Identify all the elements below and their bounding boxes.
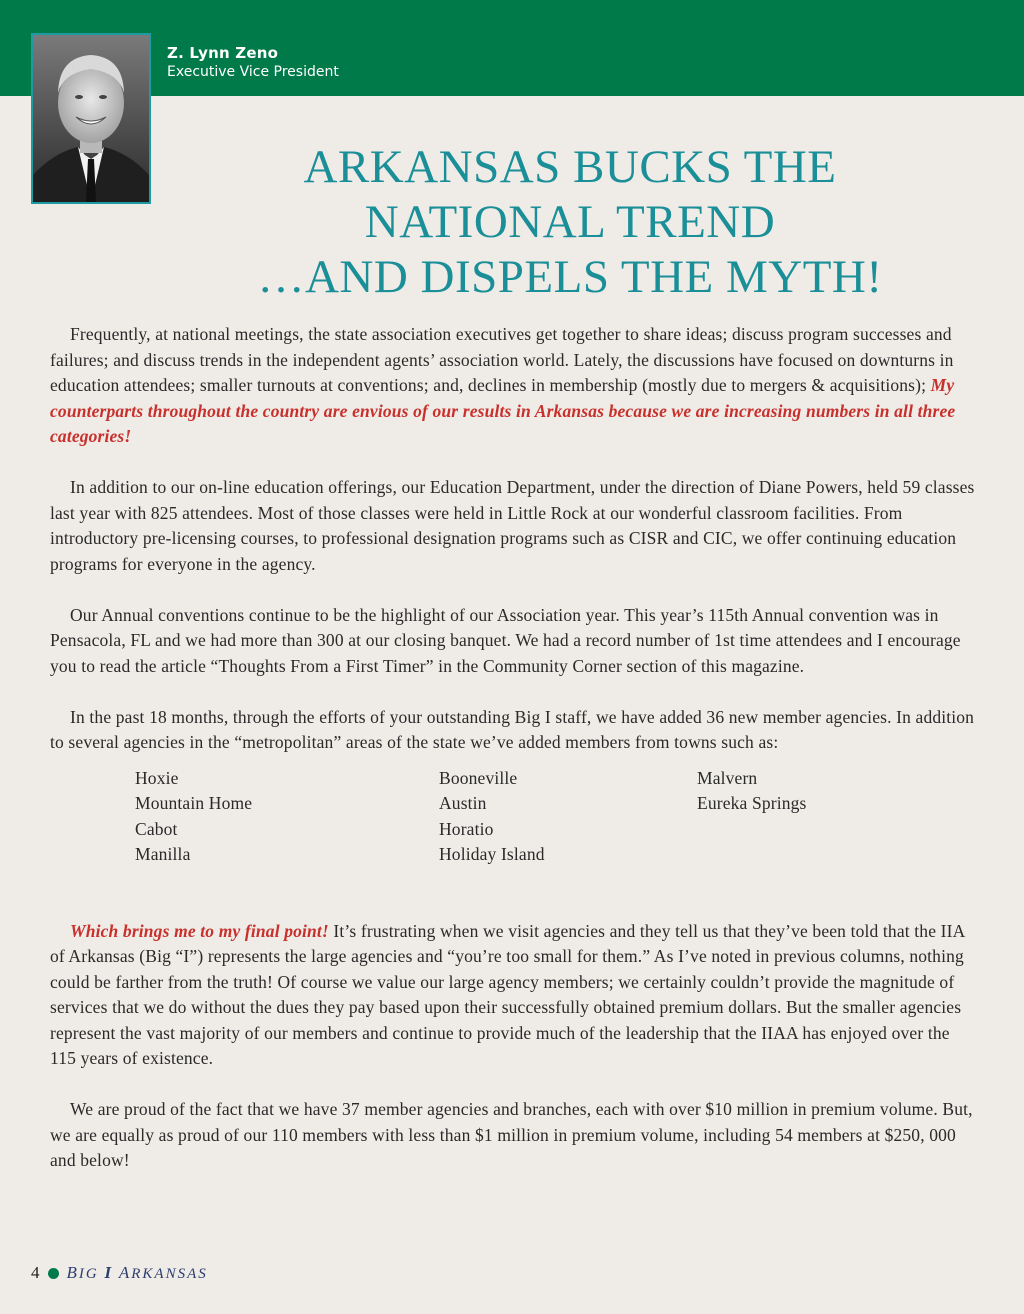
town-item: Booneville: [439, 767, 518, 788]
headline-line-2: NATIONAL TREND: [364, 196, 776, 248]
paragraph-2: In addition to our on-line education offerings, our Education Department, under the direction of Diane Powers, held 59 classes last year with 825 attendees. Most of those classes were held in Little Rock at our wonderful classroom facilities. From introductory pre-licensing courses, to professional designation programs such as CISR and CIC, we offer continuing education programs for everyone in the agency.: [50, 477, 975, 574]
publication-name: BIG I ARKANSAS: [66, 1263, 208, 1282]
town-list: [50, 766, 980, 868]
paragraph-4: In the past 18 months, through the efforts of your outstanding Big I staff, we have added 36 new member agencies. In addition to several agencies in the “metropolitan” areas of the state we’ve added members from towns such as:: [50, 706, 975, 752]
page-footer: [31, 1263, 208, 1283]
town-item: Malvern: [697, 767, 758, 788]
paragraph-5-text: It’s frustrating when we visit agencies and they tell us that they’ve been told that the IIA of Arkansas (Big “I”) represents the large agencies and “you’re too small for them.” As I’ve noted in previous columns, nothing could be farther from the truth! Of course we value our large agency members; we certainly couldn’t provide the magnitude of services that we do without the dues they pay based upon their successfully obtained premium dollars. But the smaller agencies represent the vast majority of our members and continue to provide much of the leadership that the IIAA has enjoyed over the 115 years of existence.: [50, 920, 965, 1068]
town-item: Horatio: [439, 818, 494, 839]
article-body: [50, 322, 980, 1199]
author-photo: [31, 33, 151, 204]
town-item: Mountain Home: [135, 793, 253, 813]
town-column-3: [697, 766, 807, 817]
headline: [180, 140, 960, 305]
town-item: Manilla: [135, 844, 191, 864]
header-band: [0, 0, 1024, 96]
town-item: Austin: [439, 793, 487, 813]
author-name: Z. Lynn Zeno: [167, 44, 279, 62]
paragraph-6: We are proud of the fact that we have 37 member agencies and branches, each with over $10 million in premium volume. But, we are equally as proud of our 110 members with less than $1 million in premium volume, including 54 members at $250, 000 and below!: [50, 1099, 973, 1170]
town-column-2: [439, 766, 545, 868]
town-item: Holiday Island: [439, 844, 545, 864]
paragraph-3: Our Annual conventions continue to be the highlight of our Association year. This year’s 115th Annual convention was in Pensacola, FL and we had more than 300 at our closing banquet. We had a record number of 1st time attendees and I encourage you to read the article “Thoughts From a First Timer” in the Community Corner section of this magazine.: [50, 604, 961, 676]
paragraph-1-emphasis: My counterparts throughout the country are envious of our results in Arkansas because we are increasing numbers in all three categories!: [50, 375, 956, 446]
paragraph-1: [50, 322, 980, 450]
town-item: Cabot: [135, 818, 178, 839]
paragraph-5: [50, 919, 980, 1072]
headline-line-3: …AND DISPELS THE MYTH!: [257, 251, 883, 303]
author-title: Executive Vice President: [167, 64, 339, 80]
town-item: Hoxie: [135, 767, 179, 788]
paragraph-5-emphasis: Which brings me to my final point!: [70, 920, 329, 941]
bullet-dot-icon: [48, 1268, 59, 1279]
town-column-1: [135, 766, 252, 868]
paragraph-1-text: Frequently, at national meetings, the state association executives get together to share ideas; discuss program successes and failures; and discuss trends in the independent agents’ association world. Lately, the discussions have focused on downturns in education attendees; smaller turnouts at conventions; and, declines in membership (mostly due to mergers & acquisitions);: [50, 324, 954, 395]
headline-line-1: ARKANSAS BUCKS THE: [303, 141, 837, 193]
page-number: 4: [31, 1263, 40, 1282]
town-item: Eureka Springs: [697, 793, 807, 813]
